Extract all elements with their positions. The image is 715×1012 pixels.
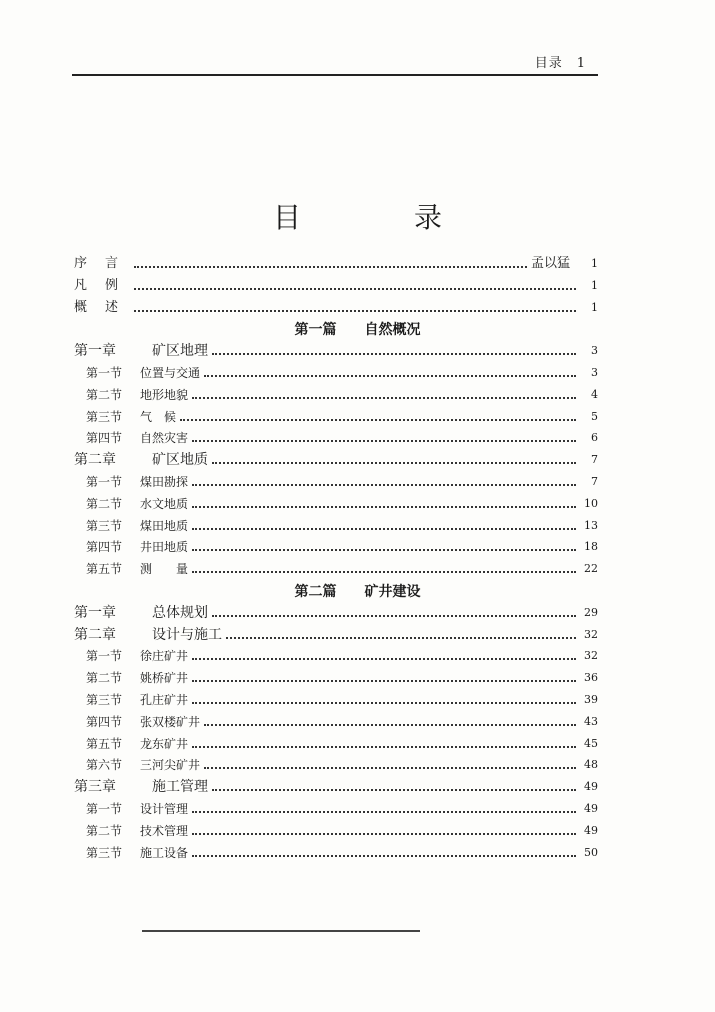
toc-entry xyxy=(74,252,598,272)
leader-dots xyxy=(192,855,576,857)
entry-number: 第一节 xyxy=(86,366,123,380)
toc-entry xyxy=(74,296,598,316)
entry-page: 5 xyxy=(591,409,598,423)
entry-page: 49 xyxy=(584,823,598,837)
entry-page: 32 xyxy=(584,649,598,663)
entry-title: 煤田地质 xyxy=(140,518,189,533)
toc-entry xyxy=(86,383,598,403)
entry-title: 三河尖矿井 xyxy=(140,758,201,773)
toc-entry xyxy=(86,557,598,577)
toc-entry xyxy=(86,470,598,490)
part-heading xyxy=(0,319,715,339)
leader-dots xyxy=(192,549,576,551)
entry-page: 39 xyxy=(584,693,598,706)
entry-page: 1 xyxy=(591,257,598,270)
entry-number: 第二节 xyxy=(86,387,123,402)
entry-number: 第四节 xyxy=(86,714,123,729)
entry-title: 测 量 xyxy=(140,562,189,577)
toc-entry xyxy=(86,797,598,817)
entry-page: 49 xyxy=(584,802,598,815)
entry-number: 概述 xyxy=(74,299,137,315)
entry-number: 第二节 xyxy=(86,496,123,511)
entry-page: 4 xyxy=(591,387,598,401)
toc-entry xyxy=(74,274,598,294)
entry-page: 29 xyxy=(584,605,598,619)
entry-number: 第五节 xyxy=(86,562,123,577)
leader-dots xyxy=(192,397,576,399)
leader-dots xyxy=(192,571,576,573)
leader-dots xyxy=(192,702,576,704)
entry-number: 第四节 xyxy=(86,540,123,555)
toc-entry xyxy=(86,535,598,555)
leader-dots xyxy=(192,658,576,660)
entry-title: 总体规划 xyxy=(152,604,208,621)
toc-entry xyxy=(86,753,598,773)
toc-entry xyxy=(74,775,598,795)
entry-number: 序言 xyxy=(74,256,137,271)
entry-page: 22 xyxy=(584,562,598,576)
entry-title: 施工设备 xyxy=(140,845,189,860)
entry-number: 第四节 xyxy=(86,431,123,446)
toc-entry xyxy=(86,819,598,839)
entry-page: 3 xyxy=(591,344,598,358)
entry-title: 姚桥矿井 xyxy=(140,671,189,686)
leader-dots xyxy=(192,746,576,748)
entry-page: 36 xyxy=(584,671,598,685)
entry-title: 矿区地理 xyxy=(152,343,208,360)
entry-number: 第一节 xyxy=(86,649,123,664)
entry-page: 45 xyxy=(584,736,598,750)
entry-number: 第三节 xyxy=(86,518,123,533)
entry-number: 第一节 xyxy=(86,475,123,489)
entry-title: 张双楼矿井 xyxy=(140,714,201,729)
part-title: 矿井建设 xyxy=(364,584,421,600)
entry-page: 6 xyxy=(591,431,598,445)
leader-dots xyxy=(204,767,576,769)
leader-dots xyxy=(192,484,576,486)
entry-title: 气 候 xyxy=(140,409,177,424)
toc-entry xyxy=(86,710,598,730)
part-heading xyxy=(0,581,715,601)
leader-dots xyxy=(134,266,527,268)
leader-dots xyxy=(204,375,576,377)
entry-number: 第三章 xyxy=(74,779,116,796)
toc-entry xyxy=(86,514,598,534)
entry-title: 水文地质 xyxy=(140,496,189,511)
entry-title: 地形地貌 xyxy=(140,387,189,402)
entry-title: 技术管理 xyxy=(140,823,189,838)
entry-page: 1 xyxy=(591,300,598,314)
entry-title: 孔庄矿井 xyxy=(140,693,189,707)
leader-dots xyxy=(212,615,576,617)
toc-entry xyxy=(86,426,598,446)
entry-number: 第三节 xyxy=(86,693,123,707)
entry-number: 第二节 xyxy=(86,823,123,838)
part-title: 自然概况 xyxy=(364,322,421,339)
toc-entry xyxy=(86,666,598,686)
part-number: 第二篇 xyxy=(294,584,337,600)
running-header xyxy=(72,52,598,76)
entry-number: 第二节 xyxy=(86,671,123,686)
leader-dots xyxy=(134,310,576,312)
footer-rule xyxy=(142,930,420,932)
part-number: 第一篇 xyxy=(294,322,337,339)
entry-number: 第一章 xyxy=(74,604,116,621)
entry-title: 煤田勘探 xyxy=(140,475,189,489)
entry-page: 49 xyxy=(584,780,598,794)
entry-title: 施工管理 xyxy=(152,779,208,796)
entry-title: 位置与交通 xyxy=(140,366,201,380)
toc-entry xyxy=(74,623,598,643)
entry-page: 32 xyxy=(584,627,598,641)
entry-number: 第一节 xyxy=(86,802,123,816)
leader-dots xyxy=(212,789,576,791)
entry-title: 龙东矿井 xyxy=(140,736,189,751)
leader-dots xyxy=(134,288,576,290)
entry-number: 第三节 xyxy=(86,845,123,860)
entry-number: 第六节 xyxy=(86,758,123,773)
entry-page: 43 xyxy=(584,714,598,728)
toc-entry xyxy=(86,644,598,664)
header-page-number: 1 xyxy=(576,56,586,71)
entry-page: 7 xyxy=(591,475,598,488)
entry-page: 50 xyxy=(584,845,598,859)
leader-dots xyxy=(192,811,576,813)
leader-dots xyxy=(192,440,576,442)
page-title: 目 录 xyxy=(273,201,494,234)
toc-entry xyxy=(86,361,598,381)
entry-number: 第一章 xyxy=(74,343,116,360)
entry-title: 矿区地质 xyxy=(152,452,208,469)
leader-dots xyxy=(192,528,576,530)
entry-page: 7 xyxy=(591,453,598,467)
header-text xyxy=(535,52,586,71)
leader-dots xyxy=(192,833,576,835)
header-label: 目录 xyxy=(534,56,563,71)
entry-number: 凡例 xyxy=(74,277,137,293)
entry-title: 设计管理 xyxy=(140,802,189,816)
leader-dots xyxy=(226,637,576,639)
entry-page: 10 xyxy=(584,496,598,510)
toc-entry xyxy=(74,339,598,359)
toc-entry xyxy=(86,405,598,425)
entry-page: 3 xyxy=(591,366,598,379)
entry-title: 自然灾害 xyxy=(140,431,189,446)
entry-title: 设计与施工 xyxy=(152,626,222,643)
toc-entry xyxy=(86,492,598,512)
entry-author: 孟以猛 xyxy=(530,256,570,271)
toc-entry xyxy=(74,448,598,468)
toc-entry xyxy=(86,732,598,752)
entry-title: 井田地质 xyxy=(140,540,189,555)
leader-dots xyxy=(204,724,576,726)
entry-number: 第三节 xyxy=(86,409,123,424)
toc-entry xyxy=(86,841,598,861)
leader-dots xyxy=(192,506,576,508)
entry-page: 13 xyxy=(584,518,598,532)
leader-dots xyxy=(212,353,576,355)
entry-page: 1 xyxy=(591,278,598,292)
leader-dots xyxy=(212,462,576,464)
entry-title: 徐庄矿井 xyxy=(140,649,189,664)
toc-entry xyxy=(86,688,598,708)
leader-dots xyxy=(192,680,576,682)
entry-number: 第五节 xyxy=(86,736,123,751)
entry-number: 第二章 xyxy=(74,626,116,643)
entry-number: 第二章 xyxy=(74,452,116,469)
entry-page: 48 xyxy=(584,758,598,772)
leader-dots xyxy=(180,419,576,421)
toc-entry xyxy=(74,601,598,621)
entry-page: 18 xyxy=(584,540,598,554)
